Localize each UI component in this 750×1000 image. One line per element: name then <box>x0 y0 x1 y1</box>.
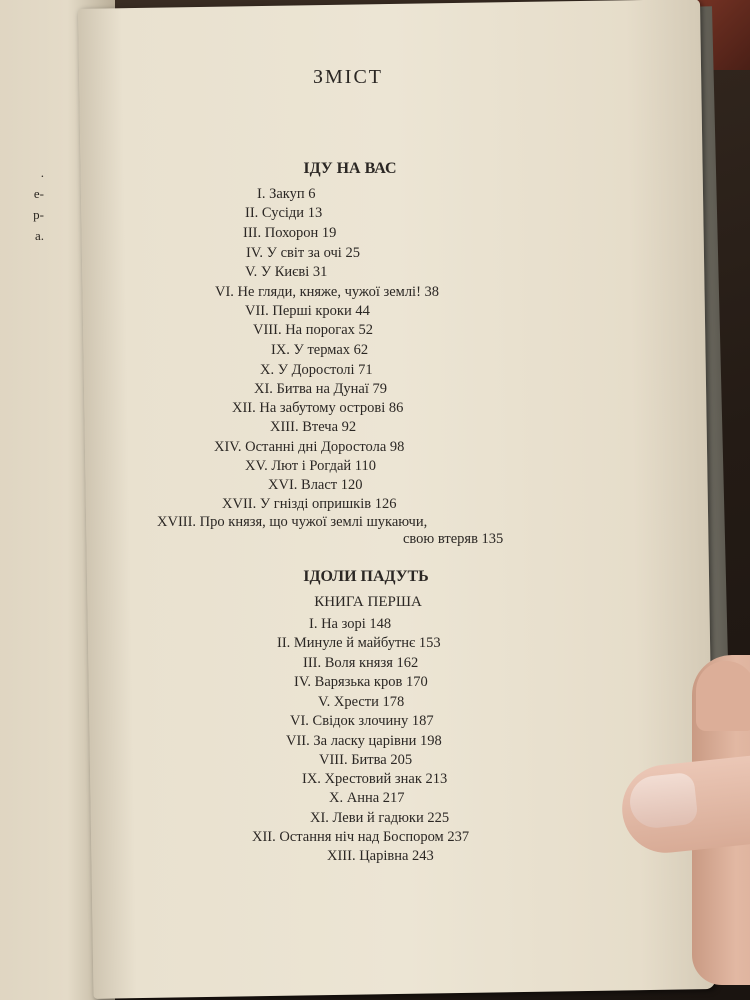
toc-entry: VI. Свідок злочину 187 <box>290 713 434 729</box>
toc-entry: XI. Битва на Дунаї 79 <box>254 381 387 397</box>
toc-entry: XII. На забутому острові 86 <box>232 400 404 416</box>
toc-entry: V. Хрести 178 <box>318 694 405 710</box>
toc-entry: VIII. Битва 205 <box>319 752 413 768</box>
left-page-fragment: а. <box>34 228 44 243</box>
toc-entry: IV. Варязька кров 170 <box>294 674 428 690</box>
toc-entry: VIII. На порогах 52 <box>253 322 374 338</box>
hand-finger <box>696 661 750 731</box>
toc-entry: II. Минуле й майбутнє 153 <box>277 635 441 651</box>
toc-entry: II. Сусіди 13 <box>245 205 323 221</box>
left-page-fragment: р- <box>33 207 44 222</box>
toc-entry: IV. У світ за очі 25 <box>246 245 360 261</box>
toc-entry: XI. Леви й гадюки 225 <box>310 810 450 826</box>
toc-entry: XV. Лют і Рогдай 110 <box>245 458 377 474</box>
toc-entry: IX. У термах 62 <box>271 342 369 358</box>
toc-entry: X. Анна 217 <box>329 790 405 806</box>
toc-entry: I. На зорі 148 <box>309 616 392 632</box>
left-page-fragment: е- <box>33 186 44 201</box>
toc-entry: IX. Хрестовий знак 213 <box>302 771 448 787</box>
left-page-text <box>4 162 44 246</box>
page-title: ЗМІСТ <box>312 66 384 88</box>
toc-entry: X. У Доростолі 71 <box>260 362 373 378</box>
part-title: ІДОЛИ ПАДУТЬ <box>303 568 429 585</box>
toc-entry: XIII. Царівна 243 <box>327 848 434 864</box>
toc-entry: III. Похорон 19 <box>243 225 337 241</box>
toc-entry: XII. Остання ніч над Боспором 237 <box>252 829 470 845</box>
part-title: ІДУ НА ВАС <box>303 160 397 177</box>
toc-entry: VII. За ласку царівни 198 <box>286 733 442 749</box>
toc-entry: свою втеряв 135 <box>403 531 504 547</box>
toc-entry: I. Закуп 6 <box>257 186 316 202</box>
toc-entry: XIII. Втеча 92 <box>270 419 357 435</box>
book-title: КНИГА ПЕРША <box>314 594 422 610</box>
toc-entry: VI. Не гляди, княже, чужої землі! 38 <box>215 284 440 300</box>
toc-entry: V. У Києві 31 <box>245 264 328 280</box>
toc-entry: VII. Перші кроки 44 <box>245 303 370 319</box>
left-page-fragment: . <box>40 165 44 180</box>
toc-entry: XVIII. Про князя, що чужої землі шукаючи, <box>157 514 428 530</box>
holding-hand <box>600 655 750 985</box>
toc-entry: III. Воля князя 162 <box>303 655 419 671</box>
toc-entry: XVI. Власт 120 <box>268 477 363 493</box>
toc-entry: XIV. Останні дні Доростола 98 <box>214 439 405 455</box>
toc-entry: XVII. У гнізді опришків 126 <box>222 496 397 512</box>
